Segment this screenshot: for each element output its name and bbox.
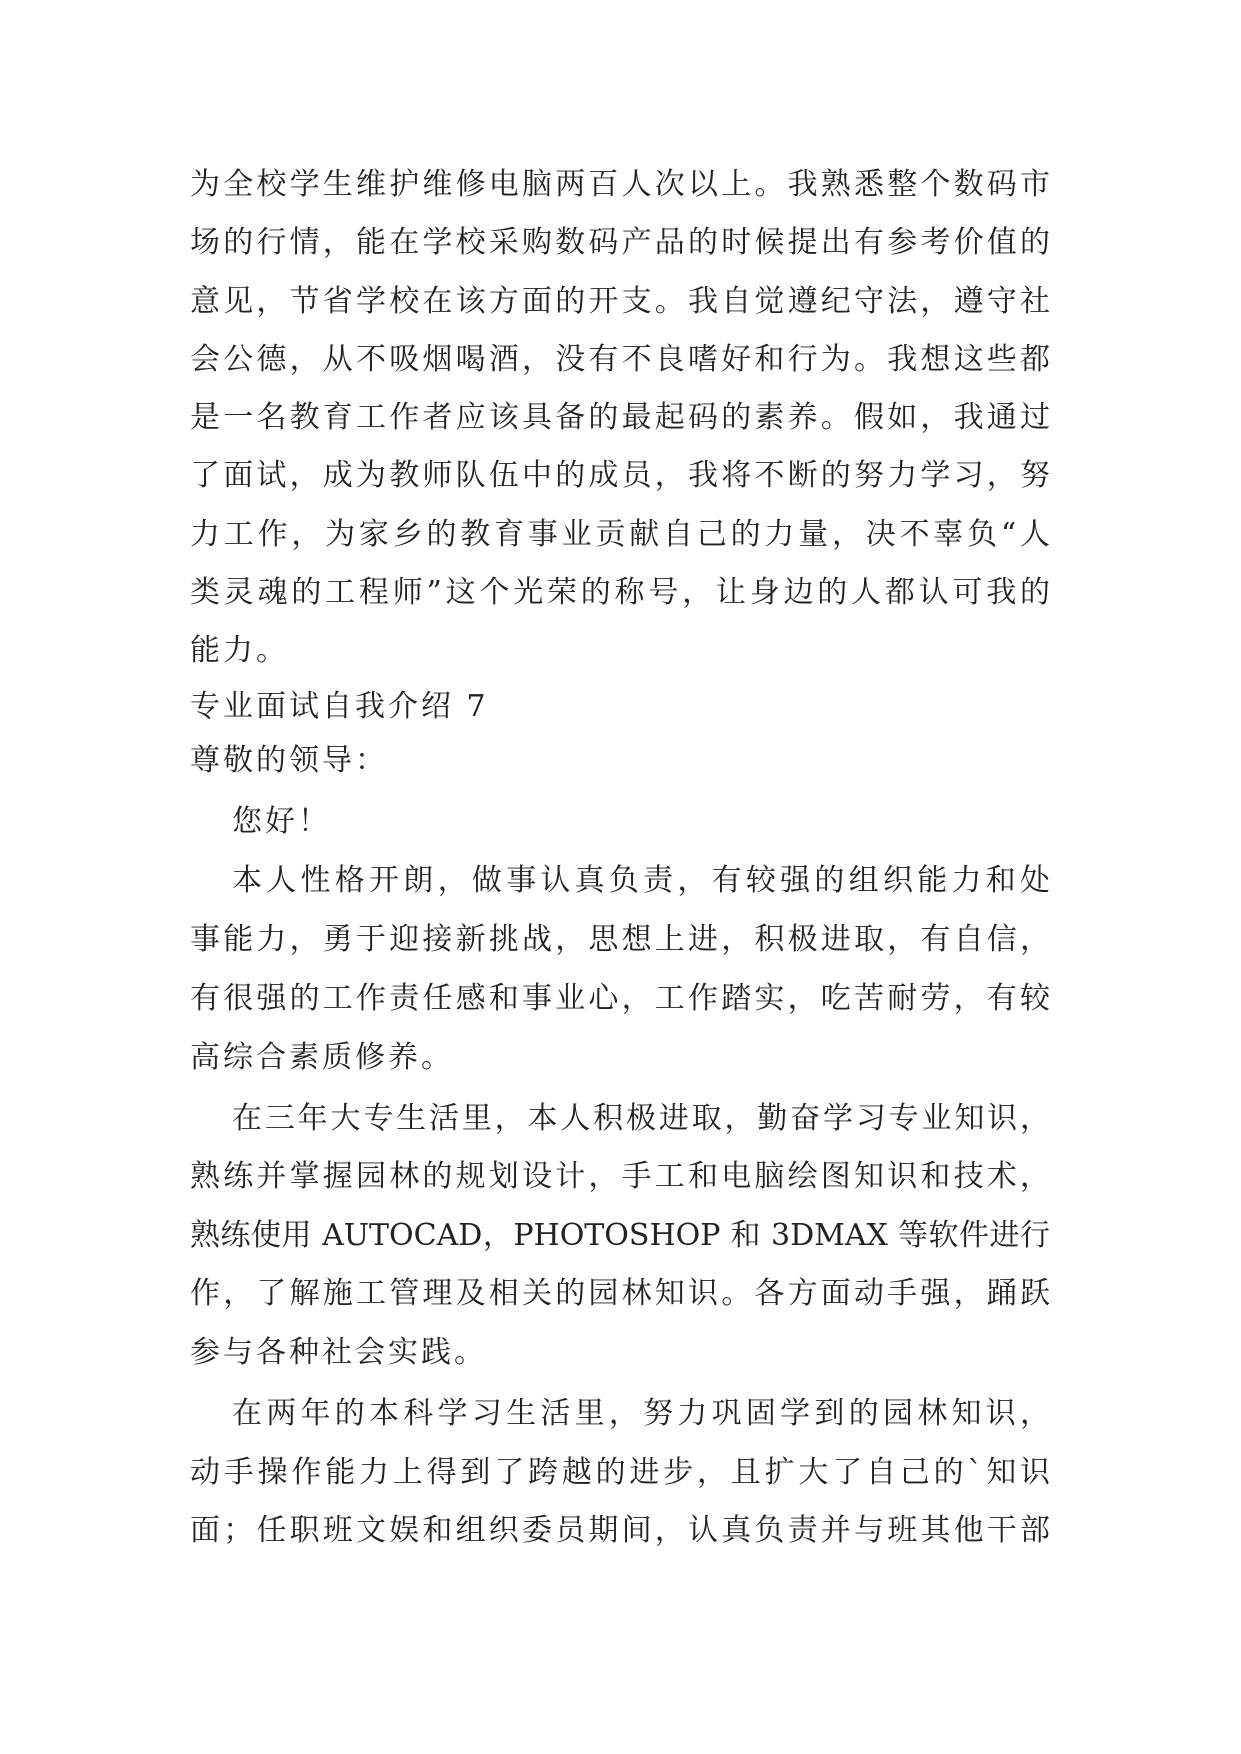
salutation: 尊敬的领导： — [190, 742, 388, 778]
section-title: 专业面试自我介绍 7 — [190, 688, 489, 724]
text-line: 是一名教育工作者应该具备的最起码的素养。假如，我通过 — [190, 400, 1050, 436]
text-line: 场的行情，能在学校采购数码产品的时候提出有参考价值的 — [190, 225, 1050, 261]
text-line: 会公德，从不吸烟喝酒，没有不良嗜好和行为。我想这些都 — [190, 341, 1050, 377]
paragraph — [190, 156, 1050, 681]
text-line: 面；任职班文娱和组织委员期间，认真负责并与班其他干部 — [190, 1513, 1050, 1549]
text-line: 参与各种社会实践。 — [190, 1334, 487, 1370]
text-line: 动手操作能力上得到了跨越的进步，且扩大了自己的`知识 — [190, 1454, 1050, 1490]
text-line: 意见，节省学校在该方面的开支。我自觉遵纪守法，遵守社 — [190, 283, 1050, 319]
paragraph — [190, 851, 1050, 1087]
greeting: 您好！ — [232, 803, 331, 839]
paragraph — [190, 1385, 1050, 1561]
text-line: 了面试，成为教师队伍中的成员，我将不断的努力学习，努 — [190, 458, 1050, 494]
text-line: 作，了解施工管理及相关的园林知识。各方面动手强，踊跃 — [190, 1276, 1050, 1312]
text-line: 为全校学生维护维修电脑两百人次以上。我熟悉整个数码市 — [190, 167, 1050, 202]
text-line: 能力。 — [190, 633, 289, 669]
text-line: 熟练并掌握园林的规划设计，手工和电脑绘图知识和技术， — [190, 1159, 1050, 1195]
paragraph — [190, 1090, 1050, 1383]
text-line: 本人性格开朗，做事认真负责，有较强的组织能力和处 — [232, 862, 1050, 898]
text-line: 事能力，勇于迎接新挑战，思想上进，积极进取，有自信， — [190, 921, 1050, 957]
text-line: 在两年的本科学习生活里，努力巩固学到的园林知识， — [232, 1396, 1050, 1432]
text-line: 在三年大专生活里，本人积极进取，勤奋学习专业知识， — [232, 1100, 1050, 1136]
text-line: 力工作，为家乡的教育事业贡献自己的力量，决不辜负“人 — [190, 516, 1050, 552]
text-line: 高综合素质修养。 — [190, 1039, 454, 1075]
text-line: 类灵魂的工程师”这个光荣的称号，让身边的人都认可我的 — [190, 575, 1050, 611]
text-line: 熟练使用 AUTOCAD，PHOTOSHOP 和 3DMAX 等软件进行 — [190, 1217, 1050, 1253]
text-line: 有很强的工作责任感和事业心，工作踏实，吃苦耐劳，有较 — [190, 980, 1050, 1016]
